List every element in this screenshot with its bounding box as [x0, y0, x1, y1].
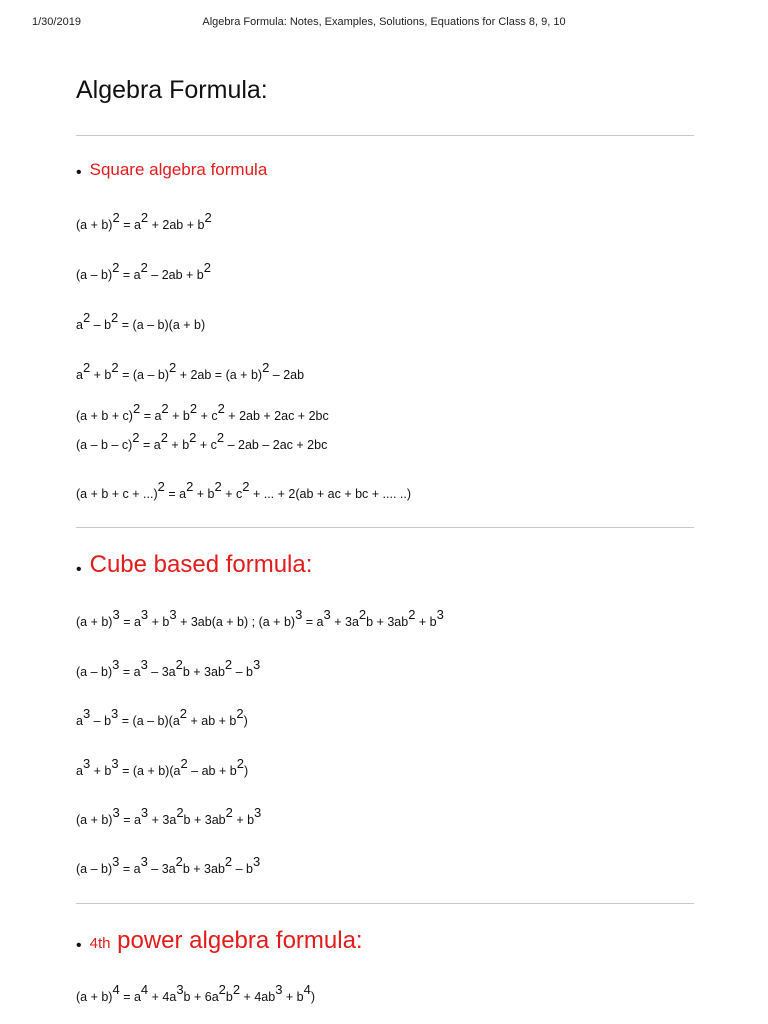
formula-line: $(a - b)^3 = a^3 - 3a^2b + 3ab^2 - b^3$ [76, 853, 261, 876]
section-title-prefix: 4th [89, 935, 111, 952]
section-heading-fourth [76, 927, 363, 955]
formula-line: $(a + b + c + ...)^2 = a^2 + b^2 + c^2$ + ... + 2(ab + ac + bc + .... ..) [76, 478, 412, 501]
bullet-icon: • [76, 937, 82, 954]
formula-line: $a^3 - b^3 = (a - b)(a^2$ + ab + $b^2$) [76, 705, 248, 728]
bullet-icon: • [76, 561, 82, 578]
formula-line: $(a - b)^3 = a^3 - 3a^2b + 3ab^2 - b^3$ [76, 656, 261, 679]
formula-line: $(a - b - c)^2 = a^2 + b^2 + c^2 - 2ab - 2ac + 2bc$ [76, 429, 328, 452]
section-heading-cube [76, 551, 312, 579]
divider [76, 527, 694, 528]
formula-line: $a^3 + b^3 = (a + b)(a^2$ – ab + $b^2$) [76, 755, 249, 778]
section-title: Cube based formula: [89, 551, 313, 578]
formula-line: $(a + b)^4 = a^4 + 4a^3b + 6a^2b^2 + 4ab^3 + b^4$) [76, 981, 316, 1004]
formula-line: $(a - b)^2 = a^2 - 2ab + b^2$ [76, 259, 211, 282]
formula-line: $(a + b)^2 = a^2 + 2ab + b^2$ [76, 209, 212, 232]
page-title: Algebra Formula: [76, 76, 268, 104]
divider [76, 135, 694, 136]
formula-line: $(a + b)^3 = a^3 + 3a^2b + 3ab^2 + b^3$ [76, 804, 262, 827]
section-title: Square algebra formula [89, 160, 268, 179]
formula-line: $(a + b + c)^2 = a^2 + b^2 + c^2 + 2ab + 2ac + 2bc$ [76, 400, 329, 423]
divider [76, 903, 694, 904]
section-title: power algebra formula: [110, 927, 363, 954]
section-heading-square [76, 160, 267, 180]
formula-line: $a^2 - b^2 = (a - b)(a + b)$ [76, 309, 206, 332]
formula-line: $(a + b)^3 = a^3 + b^3 + 3ab(a + b)$ ; $(a + b)^3 = a^3 + 3a^2b + 3ab^2 + b^3$ [76, 606, 444, 629]
page-header-date: 1/30/2019 [32, 16, 81, 28]
bullet-icon: • [76, 164, 82, 181]
page-header-title: Algebra Formula: Notes, Examples, Solutions, Equations for Class 8, 9, 10 [202, 16, 566, 28]
formula-line: $a^2 + b^2 = (a - b)^2 + 2ab = (a + b)^2 - 2ab$ [76, 359, 305, 382]
